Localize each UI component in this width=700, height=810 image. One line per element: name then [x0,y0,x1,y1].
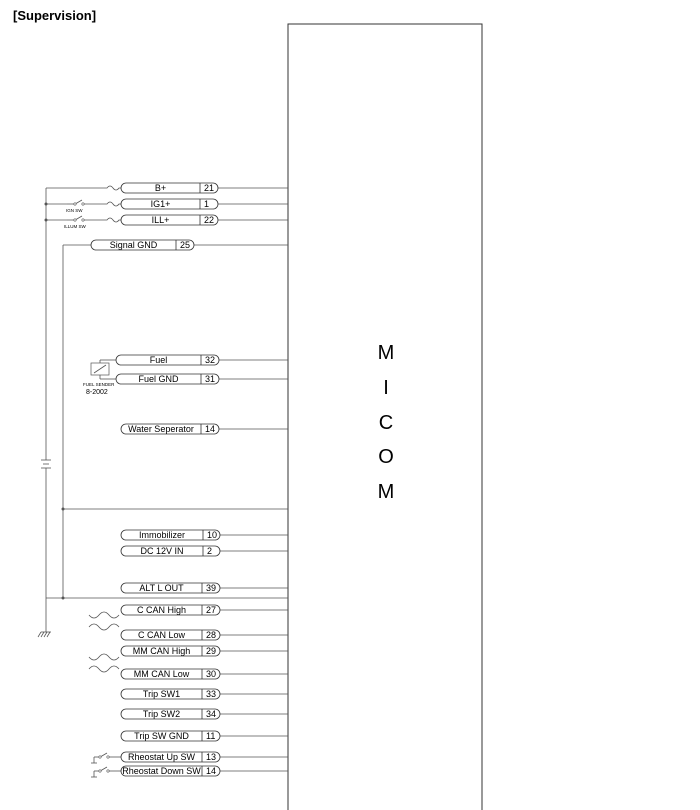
pin-label: Trip SW1 [142,689,181,700]
pin-label: Fuel [149,355,168,366]
pin-box [116,355,219,365]
micom-letter: M [377,342,395,364]
pin-label: B+ [154,183,167,194]
pin-label: C CAN High [136,605,187,616]
micom-letter: I [383,377,389,399]
pin-trip-sw-gnd [121,731,288,741]
pin-b [121,183,288,193]
pin-ill [121,215,288,225]
pin-label: IG1+ [150,199,171,210]
pin-label: Water Seperator [128,424,194,435]
pin-number: 11 [206,731,216,742]
micom-letter: O [378,446,394,468]
pin-label: ALT L OUT [139,583,184,594]
pin-number: 14 [206,766,217,777]
pin-trip-sw1 [121,689,288,699]
pin-label: DC 12V IN [140,546,184,557]
pin-number: 22 [204,215,215,226]
pin-label: Fuel GND [138,374,179,385]
pin-label: MM CAN High [132,646,191,657]
rheostat-down-switch [91,767,123,777]
pin-label: MM CAN Low [133,669,190,680]
pin-number: 30 [206,669,217,680]
pin-number: 39 [206,583,217,594]
connector-pins [91,183,288,776]
junction-dots [45,203,65,600]
fuel-sender [83,360,116,396]
pin-ig1 [121,199,288,209]
pin-label: Trip SW GND [134,731,189,742]
illum-switch [64,216,103,229]
pin-immobilizer [121,530,288,540]
battery-bus [38,188,288,637]
pin-c-can-low [121,630,288,640]
rheostat-up-switch [91,753,123,763]
pin-number: 1 [204,199,210,210]
pin-alt-l-out [121,583,288,593]
pin-label: C CAN Low [137,630,186,641]
pin-dc-12v-in [121,546,288,556]
pin-number: 33 [206,689,217,700]
ign-switch [66,200,103,213]
pin-number: 27 [206,605,217,616]
pin-c-can-high [121,605,288,615]
pin-number: 29 [206,646,217,657]
micom-letter: M [377,481,395,503]
pin-number: 2 [207,546,213,557]
pin-fuel [116,355,288,365]
pin-number: 31 [205,374,216,385]
pin-number: 25 [180,240,191,251]
diagram-title: [Supervision] [13,8,97,23]
pin-rheostat-up-sw [121,752,288,762]
pin-number: 14 [205,424,216,435]
fuel-sender-part: 8-2002 [86,389,108,396]
fuel-sender-label: FUEL SENDER [83,382,115,387]
pin-label: Immobilizer [138,530,186,541]
pin-trip-sw2 [121,709,288,719]
pin-label: Rheostat Up SW [127,752,196,763]
pin-number: 10 [207,530,218,541]
pin-water-seperator [121,424,288,434]
ign-sw-label: IGN SW [66,208,83,213]
pin-fuel-gnd [116,374,288,384]
pin-label: ILL+ [151,215,170,226]
fuse-symbols [103,186,121,222]
twisted-pair-icon [89,612,119,630]
pin-rheostat-down-sw [121,766,288,776]
twisted-pair-icon [89,654,119,672]
pin-mm-can-low [121,669,288,679]
illum-sw-label: ILLUM SW [64,224,86,229]
pin-label: Rheostat Down SW [122,766,201,777]
signal-gnd-bus [63,245,288,598]
micom-letter: C [378,412,394,434]
pin-number: 13 [206,752,217,763]
pin-number: 28 [206,630,217,641]
pin-number: 21 [204,183,215,194]
pin-number: 32 [205,355,216,366]
pin-mm-can-high [121,646,288,656]
pin-signal-gnd [91,240,288,250]
pin-number: 34 [206,709,217,720]
pin-label: Trip SW2 [142,709,181,720]
pin-label: Signal GND [109,240,158,251]
